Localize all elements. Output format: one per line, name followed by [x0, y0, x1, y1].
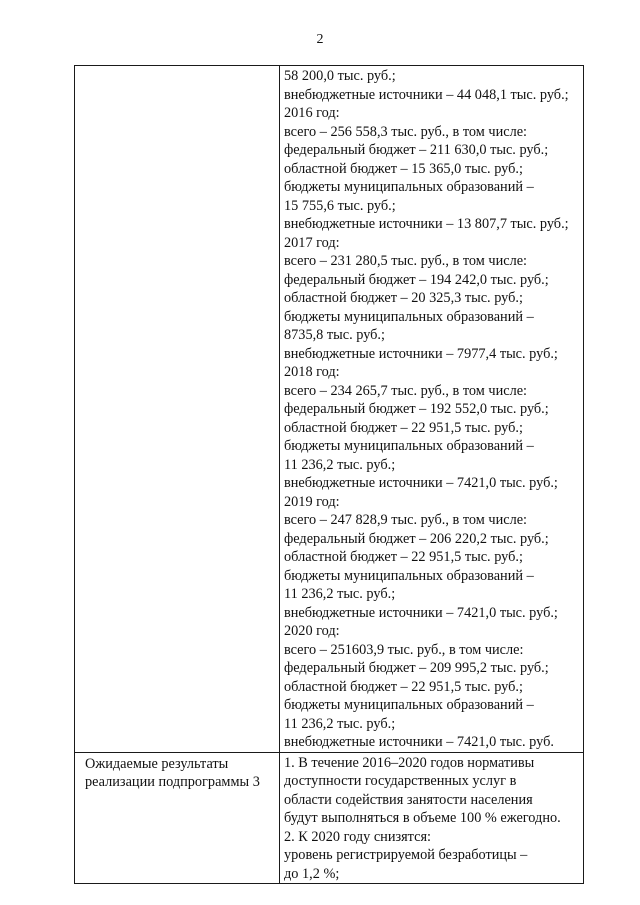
text-line: 2017 год:: [284, 234, 340, 251]
funding-row: [75, 66, 584, 753]
text-line: всего – 247 828,9 тыс. руб., в том числе:: [284, 512, 528, 528]
text-line: 8735,8 тыс. руб.;: [284, 327, 385, 343]
text-line: 2016 год:: [284, 105, 340, 121]
text-line: внебюджетные источники – 7421,0 тыс. руб.;: [284, 475, 558, 491]
text-line: доступности государственных услуг в: [284, 773, 517, 789]
text-line: до 1,2 %;: [284, 865, 340, 882]
text-line: 2018 год:: [284, 364, 340, 380]
results-label-cell: [75, 752, 280, 884]
text-line: бюджеты муниципальных образований –: [284, 308, 534, 325]
text-line: бюджеты муниципальных образований –: [284, 438, 534, 454]
funding-lines: [280, 66, 583, 752]
text-line: внебюджетные источники – 44 048,1 тыс. руб.;: [284, 86, 569, 103]
text-line: областной бюджет – 22 951,5 тыс. руб.;: [284, 419, 523, 436]
text-line: областной бюджет – 22 951,5 тыс. руб.;: [284, 678, 523, 695]
funding-label: [75, 66, 279, 68]
page-number: 2: [316, 32, 324, 47]
text-line: федеральный бюджет – 209 995,2 тыс. руб.;: [284, 660, 549, 676]
text-line: области содействия занятости населения: [284, 791, 533, 808]
text-line: всего – 234 265,7 тыс. руб., в том числе:: [284, 382, 528, 399]
text-line: федеральный бюджет – 206 220,2 тыс. руб.;: [284, 530, 549, 547]
text-line: уровень регистрируемой безработицы –: [284, 847, 528, 863]
text-line: 2020 год:: [284, 623, 340, 639]
text-line: внебюджетные источники – 7421,0 тыс. руб.;: [284, 604, 558, 621]
text-line: федеральный бюджет – 194 242,0 тыс. руб.;: [284, 271, 549, 288]
results-label: Ожидаемые результаты реализации подпрограммы 3: [85, 755, 260, 790]
text-line: 15 755,6 тыс. руб.;: [284, 197, 396, 214]
text-line: 2. К 2020 году снизятся:: [284, 828, 432, 845]
text-line: бюджеты муниципальных образований –: [284, 179, 534, 195]
text-line: 1. В течение 2016–2020 годов нормативы: [284, 754, 535, 771]
results-content-cell: [280, 752, 584, 884]
funding-content-cell: [280, 66, 584, 753]
text-line: бюджеты муниципальных образований –: [284, 697, 534, 713]
text-line: бюджеты муниципальных образований –: [284, 567, 534, 584]
text-line: 11 236,2 тыс. руб.;: [284, 586, 396, 602]
text-line: 58 200,0 тыс. руб.;: [284, 68, 396, 84]
text-line: 11 236,2 тыс. руб.;: [284, 456, 396, 473]
text-line: областной бюджет – 22 951,5 тыс. руб.;: [284, 549, 523, 565]
text-line: 2019 год:: [284, 493, 340, 510]
text-line: федеральный бюджет – 211 630,0 тыс. руб.;: [284, 142, 549, 158]
text-line: 11 236,2 тыс. руб.;: [284, 715, 396, 732]
text-line: всего – 251603,9 тыс. руб., в том числе:: [284, 641, 524, 658]
subprogram-passport-table: [74, 65, 584, 884]
text-line: всего – 256 558,3 тыс. руб., в том числе:: [284, 123, 528, 140]
text-line: внебюджетные источники – 7421,0 тыс. руб.: [284, 734, 554, 750]
funding-label-cell: [75, 66, 280, 753]
text-line: областной бюджет – 15 365,0 тыс. руб.;: [284, 160, 523, 177]
text-line: всего – 231 280,5 тыс. руб., в том числе:: [284, 253, 528, 269]
text-line: внебюджетные источники – 13 807,7 тыс. руб.;: [284, 216, 569, 232]
text-line: внебюджетные источники – 7977,4 тыс. руб.;: [284, 345, 558, 362]
results-lines: [280, 753, 583, 884]
text-line: областной бюджет – 20 325,3 тыс. руб.;: [284, 290, 523, 306]
text-line: федеральный бюджет – 192 552,0 тыс. руб.;: [284, 401, 549, 417]
results-row: [75, 752, 584, 884]
text-line: будут выполняться в объеме 100 % ежегодно.: [284, 810, 561, 826]
